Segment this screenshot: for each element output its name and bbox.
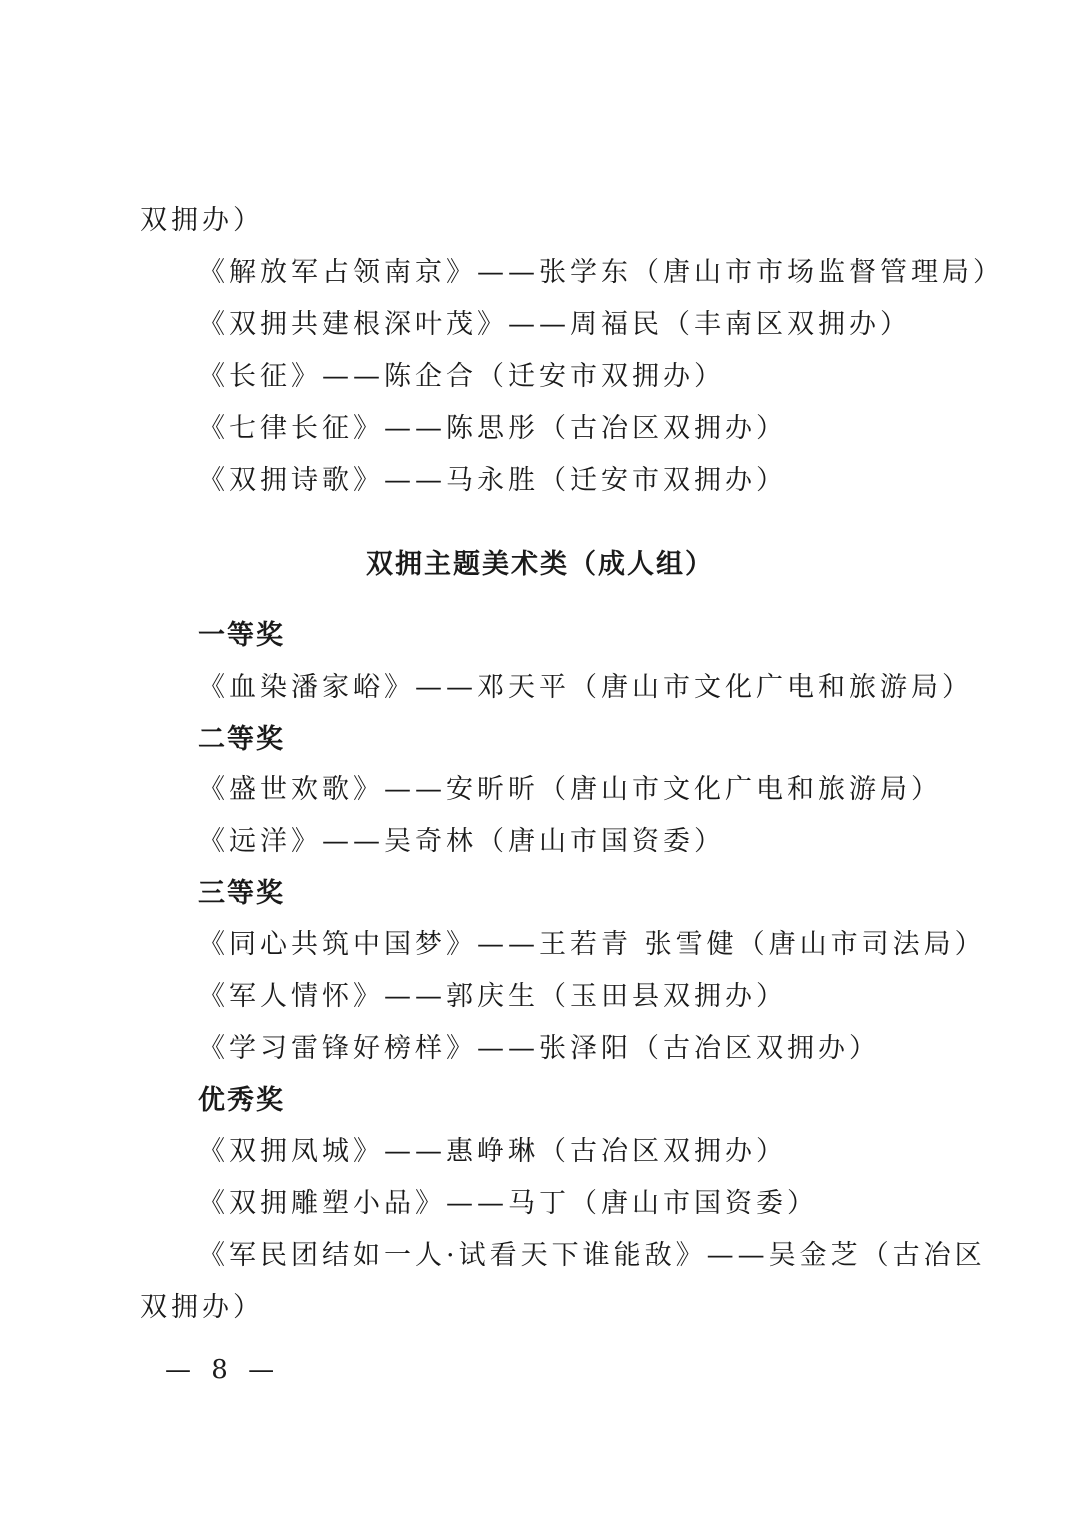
entry-line: 《军民团结如一人·试看天下谁能敌》——吴金芝（古冶区 xyxy=(198,1240,986,1271)
entry-line: 《学习雷锋好榜样》——张泽阳（古冶区双拥办） xyxy=(198,1033,880,1064)
entry-line: 《长征》——陈企合（迁安市双拥办） xyxy=(198,361,725,392)
page-number: — 8 — xyxy=(165,1355,281,1385)
continued-entry-tail: 双拥办） xyxy=(140,205,264,236)
entry-line-wrap: 双拥办） xyxy=(140,1292,264,1323)
award-heading-first: 一等奖 xyxy=(198,620,285,651)
entry-line: 《盛世欢歌》——安昕昕（唐山市文化广电和旅游局） xyxy=(198,774,942,805)
award-heading-excellence: 优秀奖 xyxy=(198,1085,285,1116)
section-heading: 双拥主题美术类（成人组） xyxy=(366,549,714,580)
entry-line: 《军人情怀》——郭庆生（玉田县双拥办） xyxy=(198,981,787,1012)
entry-line: 《远洋》——吴奇林（唐山市国资委） xyxy=(198,826,725,857)
entry-line: 《七律长征》——陈思彤（古冶区双拥办） xyxy=(198,413,787,444)
entry-line: 《双拥雕塑小品》——马丁（唐山市国资委） xyxy=(198,1188,818,1219)
entry-line: 《血染潘家峪》——邓天平（唐山市文化广电和旅游局） xyxy=(198,672,973,703)
award-heading-second: 二等奖 xyxy=(198,724,285,755)
entry-line: 《双拥凤城》——惠峥琳（古冶区双拥办） xyxy=(198,1136,787,1167)
entry-line: 《双拥共建根深叶茂》——周福民（丰南区双拥办） xyxy=(198,309,911,340)
entry-line: 《解放军占领南京》——张学东（唐山市市场监督管理局） xyxy=(198,257,1004,288)
entry-line: 《同心共筑中国梦》——王若青 张雪健（唐山市司法局） xyxy=(198,929,986,960)
award-heading-third: 三等奖 xyxy=(198,878,285,909)
entry-line: 《双拥诗歌》——马永胜（迁安市双拥办） xyxy=(198,465,787,496)
